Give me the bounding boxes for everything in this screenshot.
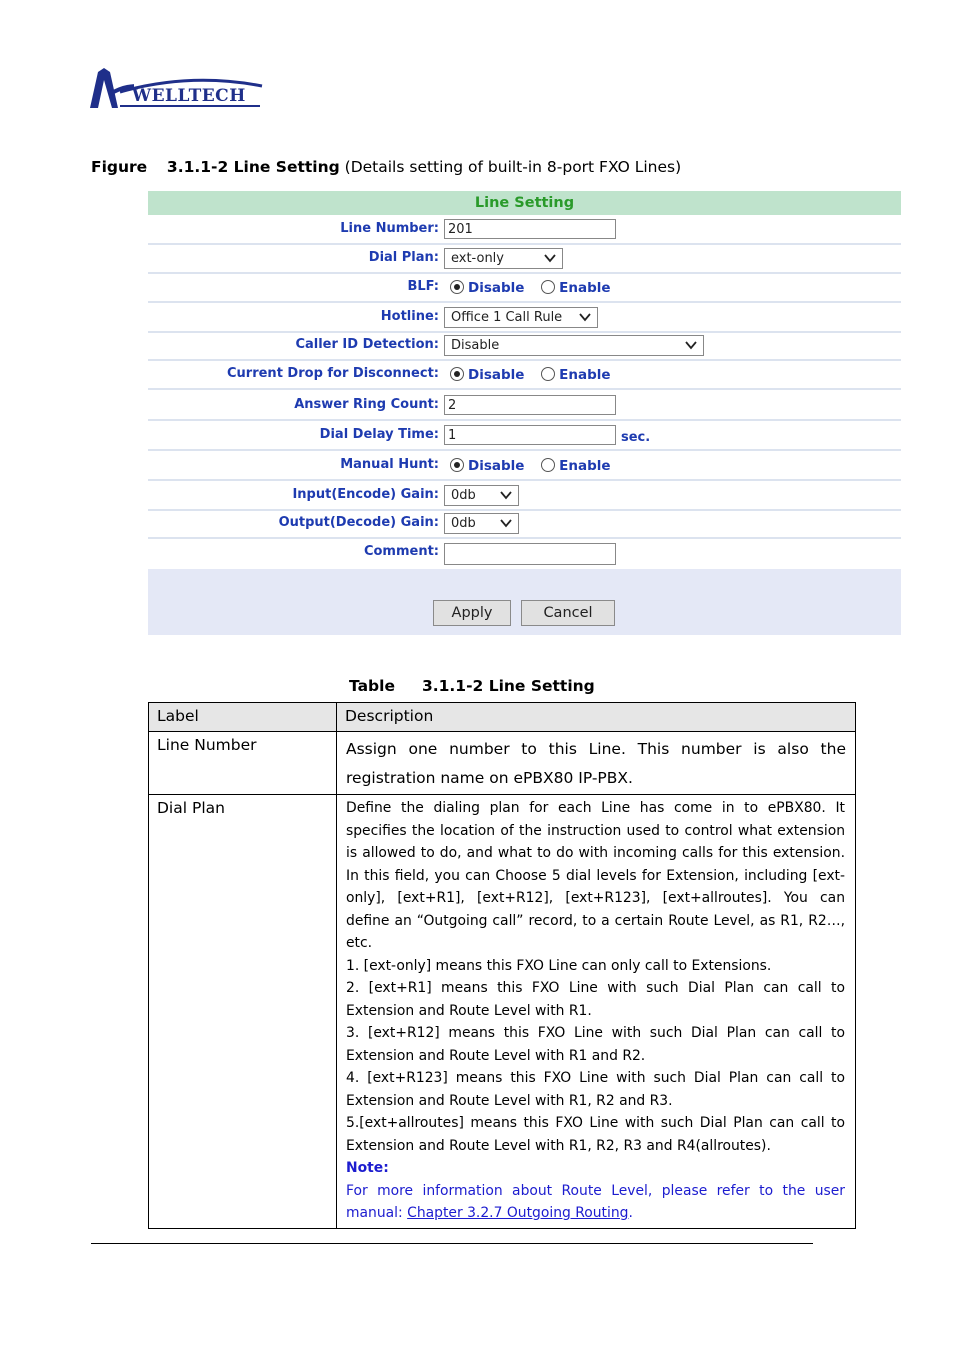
- caller-id-label: Caller ID Detection:: [295, 337, 439, 352]
- button-bar: [148, 569, 901, 635]
- radio-unselected-icon[interactable]: [541, 280, 555, 294]
- note-heading: Note:: [346, 1160, 389, 1176]
- dial-delay-unit: sec.: [621, 430, 651, 445]
- row-answer-ring: [148, 393, 901, 421]
- desc-paragraph: 5.[ext+allroutes] means this FXO Line with such Dial Plan can call to Extension and Route Level with R1, R2, R3 and R4(allroutes).: [346, 1115, 845, 1154]
- note-end: .: [628, 1205, 633, 1221]
- manual-hunt-label: Manual Hunt:: [340, 457, 439, 472]
- input-gain-value: 0db: [451, 488, 476, 503]
- manual-hunt-enable-option[interactable]: [541, 458, 610, 474]
- current-drop-enable-label: Enable: [559, 367, 611, 383]
- table-caption: [349, 677, 595, 695]
- chevron-down-icon: [578, 310, 592, 324]
- desc-paragraph: 2. [ext+R1] means this FXO Line with such Dial Plan can call to Extension and Route Level with R1.: [346, 980, 845, 1019]
- current-drop-disable-option[interactable]: [450, 367, 524, 383]
- blf-radio-group: [450, 280, 623, 298]
- panel-title: Line Setting: [148, 191, 901, 215]
- dial-plan-select[interactable]: [444, 248, 563, 269]
- welltech-logo: [90, 66, 270, 110]
- current-drop-disable-label: Disable: [468, 367, 525, 383]
- figure-number: 3.1.1-2 Line Setting: [166, 158, 340, 176]
- input-gain-select[interactable]: [444, 485, 519, 506]
- manual-hunt-disable-label: Disable: [468, 458, 525, 474]
- manual-hunt-enable-label: Enable: [559, 458, 611, 474]
- table-prefix: Table: [349, 677, 395, 695]
- row-dial-delay: [148, 423, 901, 451]
- line-number-description: Assign one number to this Line. This number is also the registration name on ePBX80 IP-PBX.: [346, 740, 846, 787]
- current-drop-enable-option[interactable]: [541, 367, 610, 383]
- radio-unselected-icon[interactable]: [541, 367, 555, 381]
- dial-delay-label: Dial Delay Time:: [319, 427, 439, 442]
- table-header-description: Description: [337, 703, 856, 732]
- radio-selected-icon[interactable]: [450, 367, 464, 381]
- row-output-gain: [148, 511, 901, 539]
- chapter-link[interactable]: Chapter 3.2.7 Outgoing Routing: [407, 1205, 629, 1221]
- desc-paragraph: 1. [ext-only] means this FXO Line can only call to Extensions.: [346, 957, 772, 974]
- row-description: [337, 795, 856, 1229]
- line-number-input[interactable]: 201: [444, 219, 616, 239]
- table-header-label: Label: [149, 703, 337, 732]
- row-dial-plan: [148, 246, 901, 274]
- hotline-select[interactable]: [444, 307, 598, 328]
- apply-button[interactable]: Apply: [433, 600, 511, 626]
- answer-ring-input[interactable]: 2: [444, 395, 616, 415]
- chevron-down-icon: [499, 516, 513, 530]
- desc-paragraph: 3. [ext+R12] means this FXO Line with such Dial Plan can call to Extension and Route Level with R1 and R2.: [346, 1025, 845, 1064]
- output-gain-value: 0db: [451, 516, 476, 531]
- row-label: Dial Plan: [149, 795, 337, 1229]
- row-hotline: [148, 305, 901, 333]
- chevron-down-icon: [543, 251, 557, 265]
- table-row: [149, 732, 856, 795]
- line-setting-table: [148, 702, 856, 1229]
- row-line-number: [148, 217, 901, 245]
- radio-unselected-icon[interactable]: [541, 458, 555, 472]
- answer-ring-label: Answer Ring Count:: [294, 397, 439, 412]
- figure-prefix: Figure: [91, 158, 148, 176]
- dial-plan-description: [338, 796, 854, 1227]
- table-header-row: [149, 703, 856, 732]
- blf-disable-option[interactable]: [450, 280, 524, 296]
- row-description: [337, 732, 856, 795]
- manual-hunt-disable-option[interactable]: [450, 458, 524, 474]
- row-input-gain: [148, 483, 901, 511]
- row-current-drop: [148, 362, 901, 390]
- table-number: 3.1.1-2 Line Setting: [421, 677, 595, 695]
- note-body: [346, 1180, 845, 1225]
- desc-paragraph: Define the dialing plan for each Line has come in to ePBX80. It specifies the location of the instruction used to control what extension is allowed to do, and what to do with incoming calls for this extension. In this field, you can Choose 5 dial levels for Extension, including [ext-only], [ext+R1], [ext+R12], [ext+R123], [ext+allroutes]. You can define an “Outgoing call” record, to a certain Route Level, as R1, R2…, etc.: [346, 800, 845, 951]
- row-manual-hunt: [148, 453, 901, 481]
- line-setting-panel: [148, 191, 901, 635]
- chevron-down-icon: [499, 488, 513, 502]
- caller-id-value: Disable: [451, 338, 500, 353]
- row-blf: [148, 275, 901, 303]
- dial-plan-label: Dial Plan:: [368, 250, 439, 265]
- figure-caption: [91, 158, 681, 176]
- radio-selected-icon[interactable]: [450, 458, 464, 472]
- dial-plan-value: ext-only: [451, 251, 504, 266]
- footer-rule: [91, 1243, 813, 1244]
- hotline-value: Office 1 Call Rule: [451, 310, 563, 325]
- blf-disable-label: Disable: [468, 280, 525, 296]
- row-label: Line Number: [149, 732, 337, 795]
- line-number-label: Line Number:: [340, 221, 439, 236]
- comment-label: Comment:: [363, 544, 439, 559]
- logo-text: WELLTECH: [132, 86, 246, 106]
- dial-delay-input[interactable]: 1: [444, 425, 616, 445]
- current-drop-radio-group: [450, 367, 623, 385]
- manual-hunt-radio-group: [450, 458, 623, 476]
- chevron-down-icon: [684, 338, 698, 352]
- table-row: [149, 795, 856, 1229]
- comment-input[interactable]: [444, 543, 616, 565]
- radio-selected-icon[interactable]: [450, 280, 464, 294]
- output-gain-select[interactable]: [444, 513, 519, 534]
- row-caller-id: [148, 333, 901, 361]
- cancel-button[interactable]: Cancel: [521, 600, 615, 626]
- input-gain-label: Input(Encode) Gain:: [292, 487, 439, 502]
- figure-detail: (Details setting of built-in 8-port FXO Lines): [339, 158, 682, 176]
- note-text: For more information about Route Level, please refer to the user manual:: [346, 1182, 845, 1221]
- blf-enable-option[interactable]: [541, 280, 610, 296]
- current-drop-label: Current Drop for Disconnect:: [227, 366, 439, 381]
- blf-label: BLF:: [407, 279, 439, 294]
- desc-paragraph: 4. [ext+R123] means this FXO Line with such Dial Plan can call to Extension and Route Level with R1, R2 and R3.: [346, 1070, 845, 1109]
- caller-id-select[interactable]: [444, 335, 704, 356]
- output-gain-label: Output(Decode) Gain:: [278, 515, 439, 530]
- hotline-label: Hotline:: [380, 309, 439, 324]
- blf-enable-label: Enable: [559, 280, 611, 296]
- row-comment: [148, 540, 901, 566]
